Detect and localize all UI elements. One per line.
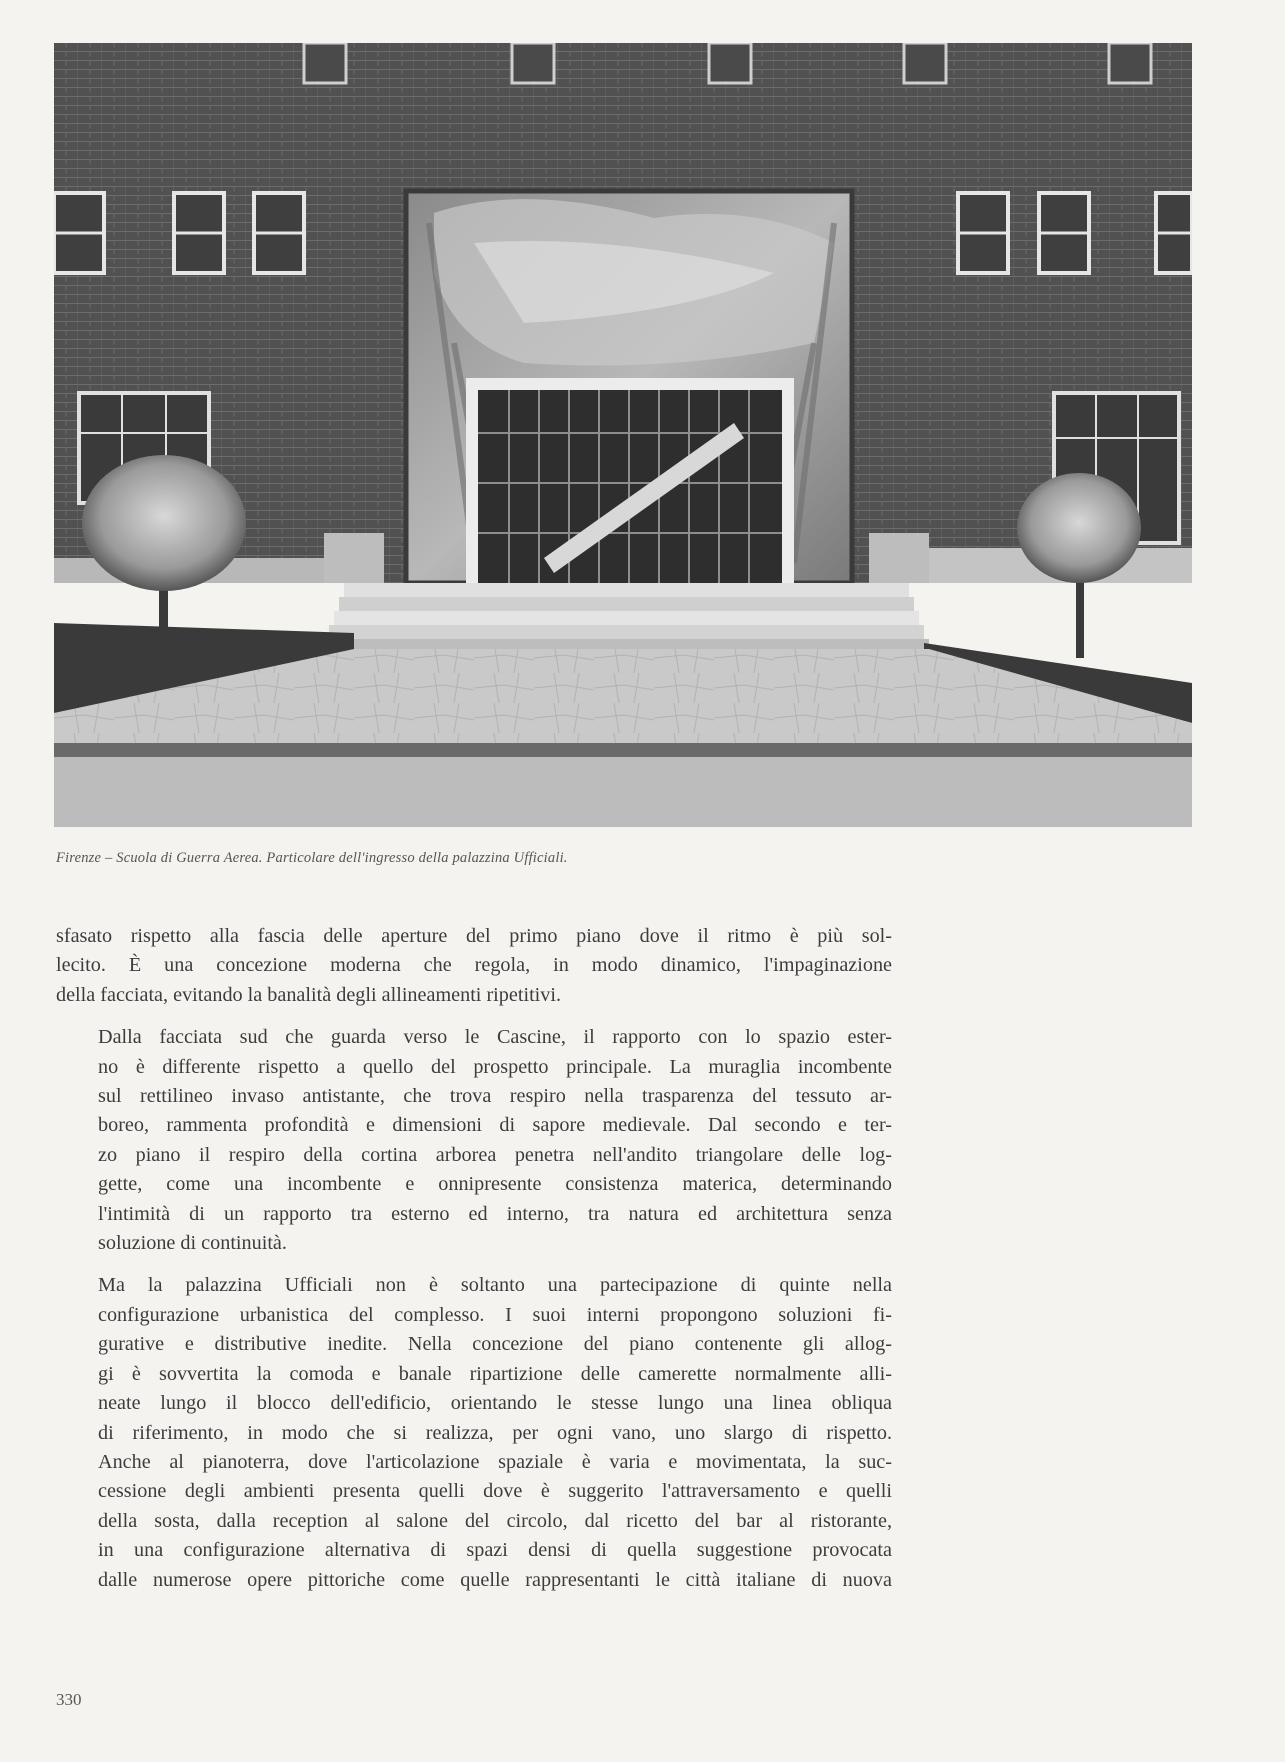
text-line: boreo, rammenta profondità e dimensioni di sapore medievale. Dal secondo e ter-	[98, 1114, 892, 1137]
paragraph-3	[56, 1271, 892, 1594]
text-line: lecito. È una concezione moderna che regola, in modo dinamico, l'impaginazione	[56, 954, 892, 977]
figure-caption: Firenze – Scuola di Guerra Aerea. Particolare dell'ingresso della palazzina Ufficiali.	[56, 850, 568, 866]
text-line: in una configurazione alternativa di spazi densi di quella suggestione provocata	[98, 1539, 892, 1562]
text-line: sfasato rispetto alla fascia delle aperture del primo piano dove il ritmo è più sol-	[56, 925, 892, 947]
text-line: neate lungo il blocco dell'edificio, orientando le stesse lungo una linea obliqua	[98, 1392, 892, 1415]
text-line: gurative e distributive inedite. Nella concezione del piano contenente gli allog-	[98, 1333, 892, 1356]
text-line: zo piano il respiro della cortina arborea penetra nell'andito triangolare delle log-	[98, 1143, 892, 1166]
text-line: soluzione di continuità.	[98, 1232, 287, 1255]
text-line: della facciata, evitando la banalità degli allineamenti ripetitivi.	[56, 983, 562, 1006]
body-text	[56, 922, 892, 1608]
paragraph-2	[56, 1023, 892, 1258]
text-line: no è differente rispetto a quello del prospetto principale. La muraglia incombente	[98, 1055, 892, 1078]
entrance-photo	[54, 43, 1192, 827]
text-line: l'intimità di un rapporto tra esterno ed interno, tra natura ed architettura senza	[98, 1202, 892, 1225]
text-line: di riferimento, in modo che si realizza, per ogni vano, uno slargo di rispetto.	[98, 1421, 892, 1444]
text-line: della sosta, dalla reception al salone del circolo, dal ricetto del bar al ristorante,	[98, 1509, 892, 1532]
text-line: gi è sovvertita la comoda e banale ripartizione delle camerette normalmente alli-	[98, 1362, 892, 1385]
text-line: Dalla facciata sud che guarda verso le Cascine, il rapporto con lo spazio ester-	[98, 1026, 892, 1049]
page-number: 330	[56, 1690, 82, 1709]
text-line: Anche al pianoterra, dove l'articolazione spaziale è varia e movimentata, la suc-	[98, 1450, 892, 1473]
paragraph-1	[56, 922, 892, 1010]
text-line: Ma la palazzina Ufficiali non è soltanto una partecipazione di quinte nella	[98, 1274, 892, 1297]
text-line: sul rettilineo invaso antistante, che trova respiro nella trasparenza del tessuto ar-	[98, 1085, 892, 1108]
text-line: gette, come una incombente e onnipresente consistenza materica, determinando	[98, 1173, 892, 1196]
text-line: dalle numerose opere pittoriche come quelle rappresentanti le città italiane di nuova	[98, 1568, 892, 1591]
text-line: configurazione urbanistica del complesso. I suoi interni propongono soluzioni fi-	[98, 1303, 892, 1326]
text-line: cessione degli ambienti presenta quelli dove è suggerito l'attraversamento e quelli	[98, 1480, 892, 1503]
